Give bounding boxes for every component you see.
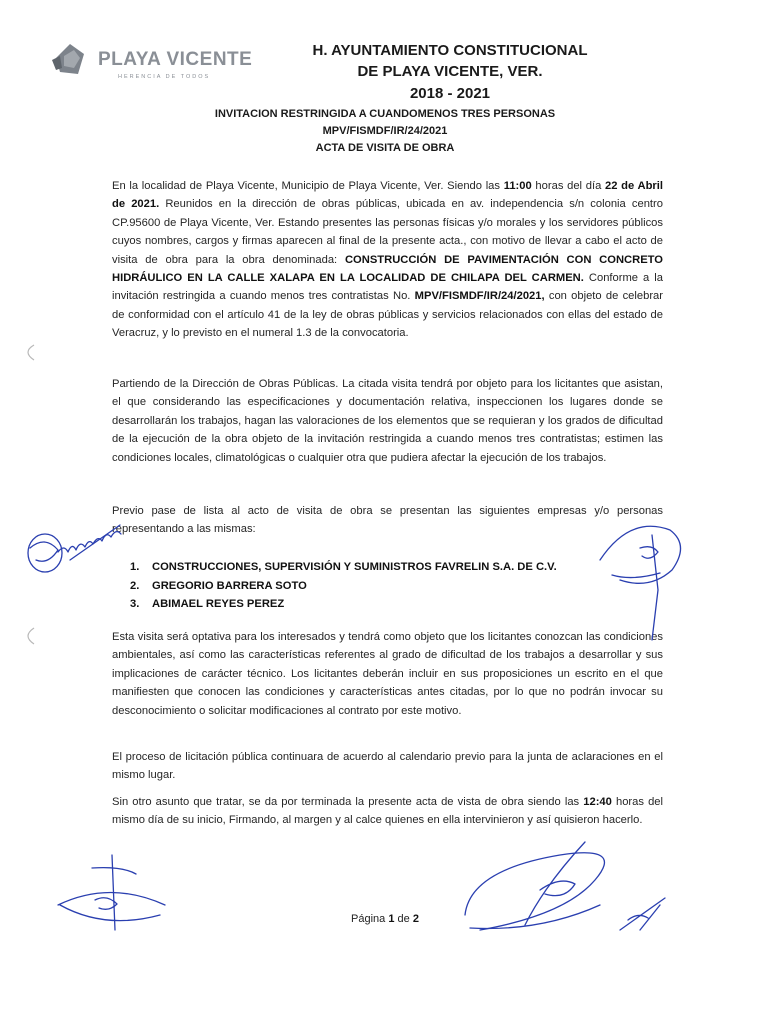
p1-text-a: En la localidad de Playa Vicente, Municipio de Playa Vicente, Ver. Siendo las xyxy=(112,180,504,192)
list-item: 2. GREGORIO BARRERA SOTO xyxy=(130,579,307,592)
invitation-reference: MPV/FISMDF/IR/24/2021 xyxy=(322,125,448,137)
p6-text-a: Sin otro asunto que tratar, se da por terminada la presente acta de vista de obra siendo las xyxy=(112,796,584,808)
p4-text: Esta visita será optativa para los interesados y tendrá como objeto que los licitantes conozcan las condiciones ambientales, así como las características referentes al grado de dificultad de los trabajos a desarrollar y sus implicaciones de carácter técnico. Los licitantes deberán incluir en sus proposiciones un escrito en el que manifiesten que conocen las condiciones y características antes citadas, por lo que no podrán invocar su desconocimiento o solicitar modificaciones al contrato por este motivo. xyxy=(112,631,663,717)
p3-text: Previo pase de lista al acto de visita de obra se presentan las siguientes empresas y/o personas representando a las mismas: xyxy=(112,505,663,536)
invitation-number: MPV/FISMDF/IR/24/2021, xyxy=(414,290,545,303)
binder-hole-mark xyxy=(28,345,34,360)
start-time: 11:00 xyxy=(503,180,532,192)
work-name: CONSTRUCCIÓN DE PAVIMENTACIÓN CON CONCRETO HIDRÁULICO EN LA CALLE XALAPA EN LA LOCALIDAD DE CHILAPA DEL CARMEN. xyxy=(112,253,664,285)
invitation-type: INVITACION RESTRINGIDA A CUANDOMENOS TRES PERSONAS xyxy=(214,108,556,120)
signature-bottom-right xyxy=(465,842,665,930)
binder-hole-mark xyxy=(28,628,34,644)
p1-text-c: Reunidos en la dirección de obras públicas, ubicada en av. independencia s/n colonia centro CP.95600 de Playa Vicente, Ver. Estando presentes las personas físicas y/o morales y los servidores públicos cuyos nombres, cargos y firmas aparecen al final de la presente acta., con motivo de llevar a cabo el acto de visita de obra para la obra denominada: xyxy=(112,198,663,266)
p1-text-e: con objeto de celebrar de conformidad con el artículo 41 de la ley de obras públicas y servicios relacionados con ellas del estado de Veracruz, y lo previsto en el numeral 1.3 de la convocatoria. xyxy=(112,290,663,340)
logo-name: PLAYA VICENTE xyxy=(98,49,253,70)
page-number: Página 1 de 2 xyxy=(351,913,419,925)
list-item: 3. ABIMAEL REYES PEREZ xyxy=(130,598,285,611)
p5-text: El proceso de licitación pública continuara de acuerdo al calendario previo para la junta de aclaraciones en el mismo lugar. xyxy=(112,751,663,782)
header-title-line2: DE PLAYA VICENTE, VER. xyxy=(357,63,543,80)
logo-tagline: HERENCIA DE TODOS xyxy=(118,74,211,80)
act-title: ACTA DE VISITA DE OBRA xyxy=(315,142,455,154)
header-title-line1: H. AYUNTAMIENTO CONSTITUCIONAL xyxy=(312,42,588,59)
list-item: 1. CONSTRUCCIONES, SUPERVISIÓN Y SUMINISTROS FAVRELIN S.A. DE C.V. xyxy=(130,561,557,573)
header-period: 2018 - 2021 xyxy=(409,85,491,102)
p2-text: Partiendo de la Dirección de Obras Públicas. La citada visita tendrá por objeto para los licitantes que asistan, el que considerando las especificaciones y documentación relativa, inspeccionen los lugares donde se desarrollarán los trabajos, hagan las valoraciones de los elementos que se requieran y los grados de dificultad de la ejecución de la obra objeto de la invitación restringida a cuando menos tres contratistas; estimen las condiciones locales, climatológicas o cualquier otra que pudiera afectar la ejecución de los trabajos. xyxy=(112,378,663,464)
act-date: 22 de Abril de 2021. xyxy=(112,180,663,211)
signature-bottom-left xyxy=(58,855,165,930)
signature-right-margin xyxy=(600,526,681,640)
p1-text-b: horas del día xyxy=(531,180,606,192)
end-time: 12:40 xyxy=(583,796,612,808)
signature-left-margin xyxy=(28,525,121,572)
p1-text-d: Conforme a la invitación restringida a cuando menos tres contratistas No. xyxy=(112,272,663,303)
p6-text-b: horas del mismo día de su inicio, Firmando, al margen y al calce quienes en ella intervinieron y así quisieron hacerlo. xyxy=(112,796,663,827)
